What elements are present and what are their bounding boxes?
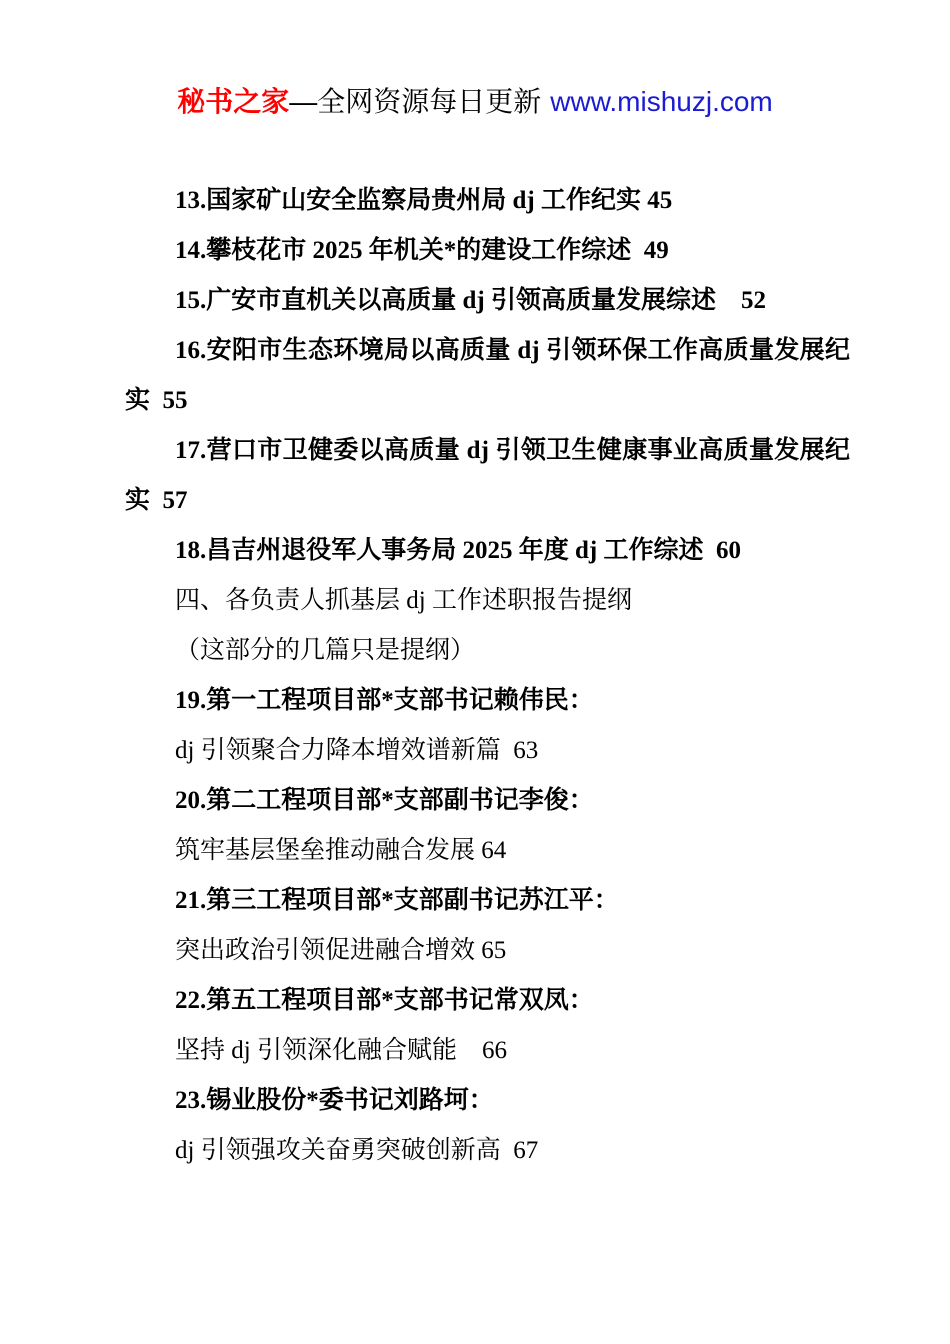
entry-page-number: 65 — [475, 937, 507, 964]
site-brand: 秘书之家 — [177, 86, 290, 117]
entry-title: 第五工程项目部*支部书记常双凤： — [206, 987, 594, 1014]
entry-title: 营口市卫健委以高质量 dj 引领卫生健康事业高质量发展纪实 — [125, 437, 850, 514]
entry-page-number: 67 — [500, 1137, 539, 1164]
toc-entry — [125, 1126, 850, 1176]
toc-list — [0, 176, 950, 1176]
entry-title: dj 引领聚合力降本增效谱新篇 — [175, 737, 501, 764]
entry-title: 广安市直机关以高质量 dj 引领高质量发展综述 — [206, 287, 716, 314]
entry-page-number: 57 — [150, 487, 188, 514]
toc-entry — [125, 1076, 850, 1126]
entry-title: 攀枝花市 2025 年机关*的建设工作综述 — [206, 237, 632, 264]
entry-number: 22. — [175, 987, 207, 1014]
entry-title: 筑牢基层堡垒推动融合发展 — [175, 837, 476, 864]
toc-entry — [125, 276, 850, 326]
toc-entry — [125, 726, 850, 776]
entry-title: 第一工程项目部*支部书记赖伟民： — [206, 687, 594, 714]
toc-entry — [125, 626, 850, 676]
entry-title: 第二工程项目部*支部副书记李俊： — [206, 787, 594, 814]
toc-entry — [125, 926, 850, 976]
site-url-link[interactable]: www.mishuzj.com — [550, 86, 773, 117]
toc-entry — [125, 426, 850, 526]
entry-page-number: 60 — [703, 537, 741, 564]
toc-entry — [125, 526, 850, 576]
entry-page-number: 63 — [500, 737, 539, 764]
site-header — [0, 76, 950, 128]
entry-title: 昌吉州退役军人事务局 2025 年度 dj 工作综述 — [206, 537, 704, 564]
entry-page-number: 45 — [640, 187, 673, 214]
entry-number: 14. — [175, 237, 207, 264]
entry-number: 20. — [175, 787, 207, 814]
toc-entry — [125, 326, 850, 426]
entry-title: （这部分的几篇只是提纲） — [175, 637, 476, 664]
entry-title: 锡业股份*委书记刘路坷： — [206, 1087, 494, 1114]
entry-title: 坚持 dj 引领深化融合赋能 — [175, 1037, 457, 1064]
entry-title: 安阳市生态环境局以高质量 dj 引领环保工作高质量发展纪实 — [125, 337, 850, 414]
entry-page-number: 52 — [715, 287, 766, 314]
toc-entry — [125, 876, 850, 926]
entry-title: dj 引领强攻关奋勇突破创新高 — [175, 1137, 501, 1164]
entry-number: 18. — [175, 537, 207, 564]
entry-number: 19. — [175, 687, 207, 714]
toc-entry — [125, 676, 850, 726]
entry-title: 四、各负责人抓基层 dj 工作述职报告提纲 — [175, 587, 632, 614]
toc-entry — [125, 576, 850, 626]
entry-page-number: 64 — [475, 837, 507, 864]
entry-number: 13. — [175, 187, 207, 214]
toc-entry — [125, 826, 850, 876]
toc-entry — [125, 1026, 850, 1076]
entry-page-number: 49 — [631, 237, 669, 264]
entry-number: 23. — [175, 1087, 207, 1114]
entry-number: 17. — [175, 437, 207, 464]
entry-number: 21. — [175, 887, 207, 914]
entry-title: 突出政治引领促进融合增效 — [175, 937, 476, 964]
entry-page-number: 55 — [150, 387, 188, 414]
entry-page-number: 66 — [456, 1037, 507, 1064]
toc-entry — [125, 976, 850, 1026]
site-tagline: —全网资源每日更新 — [289, 86, 542, 117]
toc-entry — [125, 226, 850, 276]
entry-title: 国家矿山安全监察局贵州局 dj 工作纪实 — [206, 187, 641, 214]
entry-number: 16. — [175, 337, 207, 364]
toc-entry — [125, 776, 850, 826]
toc-entry — [125, 176, 850, 226]
entry-title: 第三工程项目部*支部副书记苏江平： — [206, 887, 619, 914]
entry-number: 15. — [175, 287, 207, 314]
